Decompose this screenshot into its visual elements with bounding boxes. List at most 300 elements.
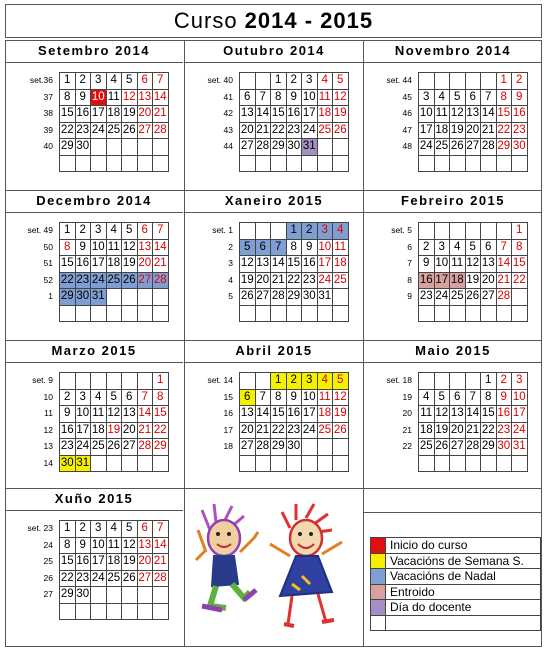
month-name: Marzo 2015 (5, 340, 183, 363)
day-cell: 18 (106, 106, 122, 123)
day-cell (271, 305, 287, 322)
day-cell: 30 (75, 587, 91, 604)
day-cell: 26 (240, 289, 256, 306)
day-cell (434, 155, 450, 172)
week-number: 40 (43, 141, 53, 151)
day-cell: 8 (496, 89, 512, 106)
day-cell (434, 73, 450, 90)
week-numbers (364, 372, 416, 471)
day-cell: 10 (419, 106, 435, 123)
week-number: 22 (402, 441, 412, 451)
day-cell (122, 139, 138, 156)
month-name: Abril 2015 (185, 340, 363, 363)
day-cell: 22 (60, 570, 76, 587)
week-row (240, 223, 349, 240)
day-cell: 10 (91, 89, 107, 106)
week-number: 9 (407, 291, 412, 301)
day-cell: 7 (481, 89, 497, 106)
week-row (60, 537, 169, 554)
day-cell: 15 (271, 406, 287, 423)
day-cell: 18 (450, 272, 466, 289)
day-grid (239, 222, 349, 322)
day-cell: 7 (137, 389, 153, 406)
week-number: 13 (43, 441, 53, 451)
day-cell: 9 (286, 89, 302, 106)
week-row (240, 106, 349, 123)
day-cell (333, 139, 349, 156)
day-cell: 20 (450, 422, 466, 439)
week-number: set. 1 (212, 225, 233, 235)
day-cell: 23 (60, 439, 76, 456)
legend-swatch (371, 538, 386, 554)
day-cell: 5 (122, 521, 138, 538)
day-cell: 28 (465, 439, 481, 456)
day-grid (59, 372, 169, 472)
week-row (419, 422, 528, 439)
day-cell (137, 305, 153, 322)
month-10 (5, 488, 183, 638)
week-number: 43 (223, 124, 233, 135)
day-cell: 29 (60, 139, 76, 156)
day-cell: 1 (60, 223, 76, 240)
day-cell: 22 (512, 272, 528, 289)
week-number: 5 (228, 291, 233, 301)
day-cell: 19 (122, 554, 138, 571)
day-cell (153, 289, 169, 306)
day-cell: 7 (153, 521, 169, 538)
day-grid (418, 72, 528, 172)
day-cell: 13 (137, 89, 153, 106)
day-cell: 21 (137, 422, 153, 439)
day-cell (286, 455, 302, 472)
day-cell: 8 (60, 239, 76, 256)
day-cell: 24 (91, 122, 107, 139)
week-row (419, 239, 528, 256)
day-cell: 3 (302, 373, 318, 390)
day-cell: 25 (317, 422, 333, 439)
day-cell: 11 (333, 239, 349, 256)
week-row (60, 106, 169, 123)
day-grid (239, 72, 349, 172)
week-row (60, 89, 169, 106)
day-cell: 10 (302, 389, 318, 406)
week-number: 1 (48, 291, 53, 301)
day-cell: 19 (240, 272, 256, 289)
day-cell: 17 (91, 554, 107, 571)
day-cell (496, 223, 512, 240)
week-number: 21 (402, 424, 412, 435)
day-cell: 12 (122, 239, 138, 256)
week-row (240, 89, 349, 106)
day-cell (465, 305, 481, 322)
day-cell: 6 (240, 389, 256, 406)
day-cell (450, 305, 466, 322)
day-cell: 18 (91, 422, 107, 439)
day-cell: 13 (240, 406, 256, 423)
day-cell: 29 (271, 139, 287, 156)
week-row (419, 389, 528, 406)
day-cell (106, 155, 122, 172)
day-cell: 30 (302, 289, 318, 306)
day-cell (302, 439, 318, 456)
day-cell: 24 (317, 272, 333, 289)
week-number: set. 14 (207, 375, 233, 385)
month-7 (5, 340, 183, 490)
day-cell: 2 (302, 223, 318, 240)
week-number (5, 155, 57, 172)
day-cell: 15 (60, 554, 76, 571)
day-cell: 20 (122, 422, 138, 439)
week-row (60, 289, 169, 306)
day-cell: 5 (240, 239, 256, 256)
day-cell (317, 439, 333, 456)
week-row (419, 256, 528, 273)
month-name: Setembro 2014 (5, 40, 183, 63)
day-cell: 17 (419, 122, 435, 139)
day-cell: 14 (255, 406, 271, 423)
day-cell: 30 (496, 439, 512, 456)
kid-left-drawing (196, 504, 258, 610)
day-cell (450, 73, 466, 90)
day-cell (465, 223, 481, 240)
day-cell: 5 (106, 389, 122, 406)
day-cell: 19 (106, 422, 122, 439)
day-cell (137, 373, 153, 390)
week-number: 10 (43, 391, 53, 402)
day-cell: 12 (122, 89, 138, 106)
day-cell: 8 (481, 389, 497, 406)
week-number: 11 (44, 408, 53, 418)
day-cell: 21 (465, 422, 481, 439)
day-cell: 1 (271, 73, 287, 90)
legend-label: Vacacións de Nadal (386, 569, 541, 585)
week-row (240, 73, 349, 90)
legend-label (386, 615, 541, 631)
day-cell: 27 (450, 439, 466, 456)
day-cell (302, 455, 318, 472)
week-row (419, 289, 528, 306)
day-cell: 18 (106, 256, 122, 273)
day-cell: 17 (302, 406, 318, 423)
legend-swatch (371, 553, 386, 569)
week-number: 27 (43, 589, 53, 599)
day-cell (512, 305, 528, 322)
week-number: 42 (223, 108, 233, 118)
day-cell: 6 (465, 89, 481, 106)
day-cell: 2 (60, 389, 76, 406)
day-cell: 7 (153, 73, 169, 90)
week-number: 48 (402, 141, 412, 151)
day-cell: 13 (137, 537, 153, 554)
day-cell: 9 (496, 389, 512, 406)
day-cell: 13 (465, 106, 481, 123)
week-row (240, 272, 349, 289)
legend (370, 537, 541, 631)
month-name: Decembro 2014 (5, 190, 183, 213)
day-cell: 4 (434, 89, 450, 106)
month-name: Xuño 2015 (5, 488, 183, 511)
week-row (419, 406, 528, 423)
day-cell: 26 (465, 289, 481, 306)
week-number: 14 (43, 457, 53, 468)
day-cell (434, 305, 450, 322)
week-row (240, 373, 349, 390)
day-cell (60, 155, 76, 172)
week-row (240, 155, 349, 172)
day-cell: 8 (153, 389, 169, 406)
day-cell (240, 223, 256, 240)
day-cell: 20 (465, 122, 481, 139)
day-cell: 1 (496, 73, 512, 90)
month-4 (5, 190, 183, 340)
day-cell: 28 (153, 272, 169, 289)
month-1 (5, 40, 183, 190)
week-row (60, 239, 169, 256)
day-cell (91, 155, 107, 172)
day-cell: 3 (91, 73, 107, 90)
day-cell: 16 (60, 422, 76, 439)
day-cell: 17 (91, 106, 107, 123)
day-cell: 10 (512, 389, 528, 406)
day-cell (512, 289, 528, 306)
month-3 (364, 40, 542, 190)
day-cell: 2 (496, 373, 512, 390)
day-cell: 20 (481, 272, 497, 289)
day-cell (286, 155, 302, 172)
week-number: set. 5 (391, 225, 412, 235)
day-cell: 17 (434, 272, 450, 289)
day-cell: 19 (122, 106, 138, 123)
day-cell: 10 (302, 89, 318, 106)
day-cell: 23 (419, 289, 435, 306)
day-cell (481, 155, 497, 172)
day-grid (59, 520, 169, 620)
day-cell: 16 (75, 256, 91, 273)
divider (363, 512, 542, 513)
day-cell: 20 (240, 122, 256, 139)
day-cell: 18 (317, 106, 333, 123)
day-cell: 23 (512, 122, 528, 139)
day-cell (271, 155, 287, 172)
day-cell: 13 (255, 256, 271, 273)
week-number: set.36 (29, 75, 53, 85)
day-cell: 26 (122, 122, 138, 139)
day-cell: 16 (302, 256, 318, 273)
day-cell: 23 (75, 272, 91, 289)
day-cell (137, 455, 153, 472)
day-cell (137, 155, 153, 172)
day-cell: 21 (255, 422, 271, 439)
week-row (60, 155, 169, 172)
day-cell (496, 305, 512, 322)
day-cell (153, 155, 169, 172)
day-cell: 6 (450, 389, 466, 406)
week-numbers (5, 72, 57, 171)
week-row (60, 455, 169, 472)
week-row (419, 305, 528, 322)
week-number (364, 455, 416, 472)
week-row (60, 587, 169, 604)
day-cell: 9 (302, 239, 318, 256)
week-row (419, 223, 528, 240)
day-cell: 12 (465, 256, 481, 273)
week-row (240, 389, 349, 406)
day-cell: 28 (481, 139, 497, 156)
day-cell: 11 (106, 239, 122, 256)
divider (184, 488, 185, 647)
day-cell: 21 (255, 122, 271, 139)
day-cell: 19 (333, 406, 349, 423)
day-cell (333, 305, 349, 322)
day-cell: 8 (271, 89, 287, 106)
day-cell: 12 (333, 389, 349, 406)
day-cell: 26 (333, 422, 349, 439)
week-number: 20 (402, 408, 412, 418)
day-cell: 11 (434, 106, 450, 123)
day-cell: 22 (60, 122, 76, 139)
day-cell: 30 (75, 139, 91, 156)
day-cell: 31 (302, 139, 318, 156)
week-row (419, 455, 528, 472)
day-cell: 23 (496, 422, 512, 439)
legend-label: Vacacións de Semana S. (386, 553, 541, 569)
day-cell: 26 (106, 439, 122, 456)
day-cell: 15 (286, 256, 302, 273)
week-number: 18 (223, 441, 233, 451)
day-cell: 5 (122, 73, 138, 90)
week-row (60, 139, 169, 156)
day-cell: 29 (286, 289, 302, 306)
day-cell: 2 (512, 73, 528, 90)
day-cell: 22 (481, 422, 497, 439)
day-cell: 14 (271, 256, 287, 273)
day-cell: 19 (450, 122, 466, 139)
day-cell (75, 155, 91, 172)
week-row (240, 122, 349, 139)
day-cell (137, 289, 153, 306)
week-row (60, 406, 169, 423)
day-cell: 17 (75, 422, 91, 439)
day-cell: 16 (286, 406, 302, 423)
day-cell: 15 (496, 106, 512, 123)
week-number: 19 (402, 391, 412, 402)
day-cell: 24 (434, 289, 450, 306)
day-cell (450, 373, 466, 390)
day-cell: 11 (419, 406, 435, 423)
day-cell: 25 (434, 139, 450, 156)
day-cell (75, 603, 91, 620)
day-cell (122, 155, 138, 172)
day-cell (333, 455, 349, 472)
day-cell: 16 (75, 106, 91, 123)
day-cell (465, 455, 481, 472)
day-cell: 9 (60, 406, 76, 423)
month-name: Outubro 2014 (185, 40, 363, 63)
day-cell: 8 (286, 239, 302, 256)
day-cell: 27 (240, 439, 256, 456)
day-cell (434, 455, 450, 472)
day-cell: 16 (512, 106, 528, 123)
week-row (60, 256, 169, 273)
day-cell: 22 (286, 272, 302, 289)
day-cell (465, 73, 481, 90)
day-cell: 19 (434, 422, 450, 439)
week-numbers (364, 222, 416, 321)
day-cell: 18 (419, 422, 435, 439)
day-cell: 20 (137, 554, 153, 571)
week-number: 41 (223, 91, 233, 102)
week-numbers (364, 72, 416, 171)
day-cell: 20 (240, 422, 256, 439)
day-cell (106, 305, 122, 322)
day-cell: 2 (75, 73, 91, 90)
day-cell (60, 305, 76, 322)
day-cell (240, 73, 256, 90)
day-cell: 18 (434, 122, 450, 139)
day-cell: 26 (333, 122, 349, 139)
day-cell (91, 587, 107, 604)
day-cell: 9 (75, 239, 91, 256)
week-number: set. 23 (27, 523, 53, 533)
day-cell: 10 (91, 537, 107, 554)
legend-label: Inicio do curso (386, 538, 541, 554)
day-cell (91, 373, 107, 390)
week-row (240, 305, 349, 322)
day-cell: 29 (60, 289, 76, 306)
day-cell (434, 373, 450, 390)
week-row (419, 272, 528, 289)
week-row (60, 122, 169, 139)
day-cell: 14 (153, 89, 169, 106)
day-cell: 2 (75, 223, 91, 240)
day-cell: 15 (481, 406, 497, 423)
day-cell: 1 (153, 373, 169, 390)
day-cell: 25 (450, 289, 466, 306)
week-number: 37 (43, 91, 53, 102)
week-number: 17 (223, 424, 233, 435)
day-cell: 24 (512, 422, 528, 439)
month-2 (185, 40, 363, 190)
day-cell (450, 223, 466, 240)
day-cell (450, 455, 466, 472)
day-cell: 30 (60, 455, 76, 472)
day-cell: 1 (481, 373, 497, 390)
month-name: Maio 2015 (364, 340, 542, 363)
day-cell: 11 (106, 537, 122, 554)
legend-item (371, 553, 541, 569)
week-number: 52 (43, 274, 53, 285)
day-cell (481, 73, 497, 90)
day-cell (106, 373, 122, 390)
week-row (419, 122, 528, 139)
day-cell: 27 (481, 289, 497, 306)
day-cell: 11 (317, 89, 333, 106)
day-cell: 1 (60, 521, 76, 538)
week-number: 24 (43, 539, 53, 550)
day-cell: 18 (333, 256, 349, 273)
day-cell (419, 223, 435, 240)
week-number: set. 9 (32, 375, 53, 385)
day-cell: 3 (512, 373, 528, 390)
week-numbers (5, 222, 57, 321)
day-cell: 31 (512, 439, 528, 456)
day-cell: 12 (106, 406, 122, 423)
day-cell (496, 455, 512, 472)
day-cell: 9 (512, 89, 528, 106)
day-cell: 19 (122, 256, 138, 273)
day-cell: 30 (286, 139, 302, 156)
page-title: Curso 2014 - 2015 (5, 4, 542, 38)
